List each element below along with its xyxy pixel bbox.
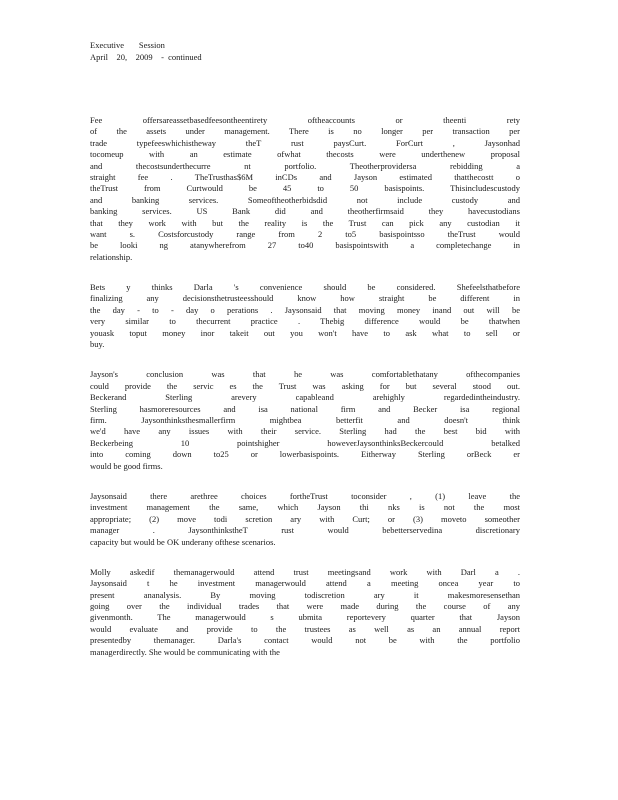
text-line: youask toput money inor takeit out you won't have to ask what to sell or [90,327,520,338]
text-line: want s. Costsforcustody range from 2 to5 basispointsso theTrust would [90,228,520,239]
text-line: of the assets under management. There is no longer per transaction per [90,126,520,137]
text-line: buy. [90,339,105,350]
text-line: would be good firms. [90,460,163,471]
text-line: banking services. US Bank did and theotherfirmsaid they havecustodians [90,206,520,217]
text-line: Beckerbeing 10 pointshigher howeverJaysonthinksBeckercould betalked [90,437,520,448]
text-line: firm. Jaysonthinksthesmallerfirm mightbea betterfit and doesn't think [90,414,520,425]
text-line: very similar to thecurrent practice . Thebig difference would be thatwhen [90,316,520,327]
paragraph [90,491,520,548]
text-line: Beckerand Sterling arevery capableand arehighly regardedintheindustry. [90,392,520,403]
text-line: would evaluate and provide to the trustees as well as an annual report [90,623,520,634]
text-line: we'd have any issues with their service. Sterling had the best bid with [90,426,520,437]
paragraph [90,567,520,658]
text-line: finalizing any decisionsthetrusteesshould know how straight be different in [90,293,520,304]
paragraph [90,369,520,472]
text-line: Jaysonsaid there arethree choices fortheTrust toconsider , (1) leave the [90,490,520,501]
text-line: Jayson's conclusion was that he was comfortablethatany ofthecompanies [90,369,520,380]
page-header [90,39,202,63]
text-line: trade typefeeswhichistheway theT rust paysCurt. ForCurt , Jaysonhad [90,137,520,148]
text-line: managerdirectly. She would be communicating with the [90,646,280,657]
text-line: going over the individual trades that were made during the course of any [90,601,520,612]
text-line: present ananalysis. By moving todiscretion ary it makesmoresensethan [90,589,520,600]
text-line: theTrust from Curtwould be 45 to 50 basispoints. Thisincludescustody [90,183,520,194]
text-line: and thecostsunderthecurre nt portfolio. Theotherprovidersa rebidding a [90,160,520,171]
text-line: Sterling hasmoreresources and isa national firm and Becker isa regional [90,403,520,414]
text-line: givenmonth. The managerwould s ubmita reportevery quarter that Jayson [90,612,520,623]
text-line: Jaysonsaid t he investment managerwould attend a meeting oncea year to [90,578,520,589]
text-line: manager . JaysonthinkstheT rust would bebetterservedina discretionary [90,525,520,536]
text-line: investment management the same, which Jayson thi nks is not the most [90,502,520,513]
text-line: the day - to - day o perations . Jaysonsaid that moving money inand out will be [90,304,520,315]
header-title: Executive Session [90,40,165,50]
text-line: presentedby themanager. Darla's contact would not be with the portfolio [90,635,520,646]
document-body [90,115,520,677]
paragraph [90,115,520,263]
text-line: capacity but would be OK underany ofthese scenarios. [90,536,276,547]
text-line: appropriate; (2) move todi scretion ary with Curt; or (3) moveto someother [90,513,520,524]
text-line: Bets y thinks Darla 's convenience should be considered. Shefeelsthatbefore [90,282,520,293]
text-line: and banking services. Someoftheotherbidsdid not include custody and [90,194,520,205]
paragraph [90,282,520,350]
text-line: Molly askedif themanagerwould attend trust meetingsand work with Darl a . [90,566,520,577]
text-line: could provide the servic es the Trust was asking for but several stood out. [90,380,520,391]
text-line: Fee offersareassetbasedfeesontheentirety oftheaccounts or theenti rety [90,115,520,125]
text-line: relationship. [90,251,133,262]
text-line: straight fee . TheTrusthas$6M inCDs and Jayson estimated thatthecostt o [90,171,520,182]
text-line: into coming down to25 or lowerbasispoints. Eitherway Sterling orBeck er [90,449,520,460]
text-line: that they work with but the reality is the Trust can pick any custodian it [90,217,520,228]
text-line: tocomeup with an estimate ofwhat thecosts were underthenew proposal [90,149,520,160]
text-line: be looki ng atanywherefrom 27 to40 basispointswith a completechange in [90,240,520,251]
header-date: April 20, 2009 - continued [90,52,202,62]
